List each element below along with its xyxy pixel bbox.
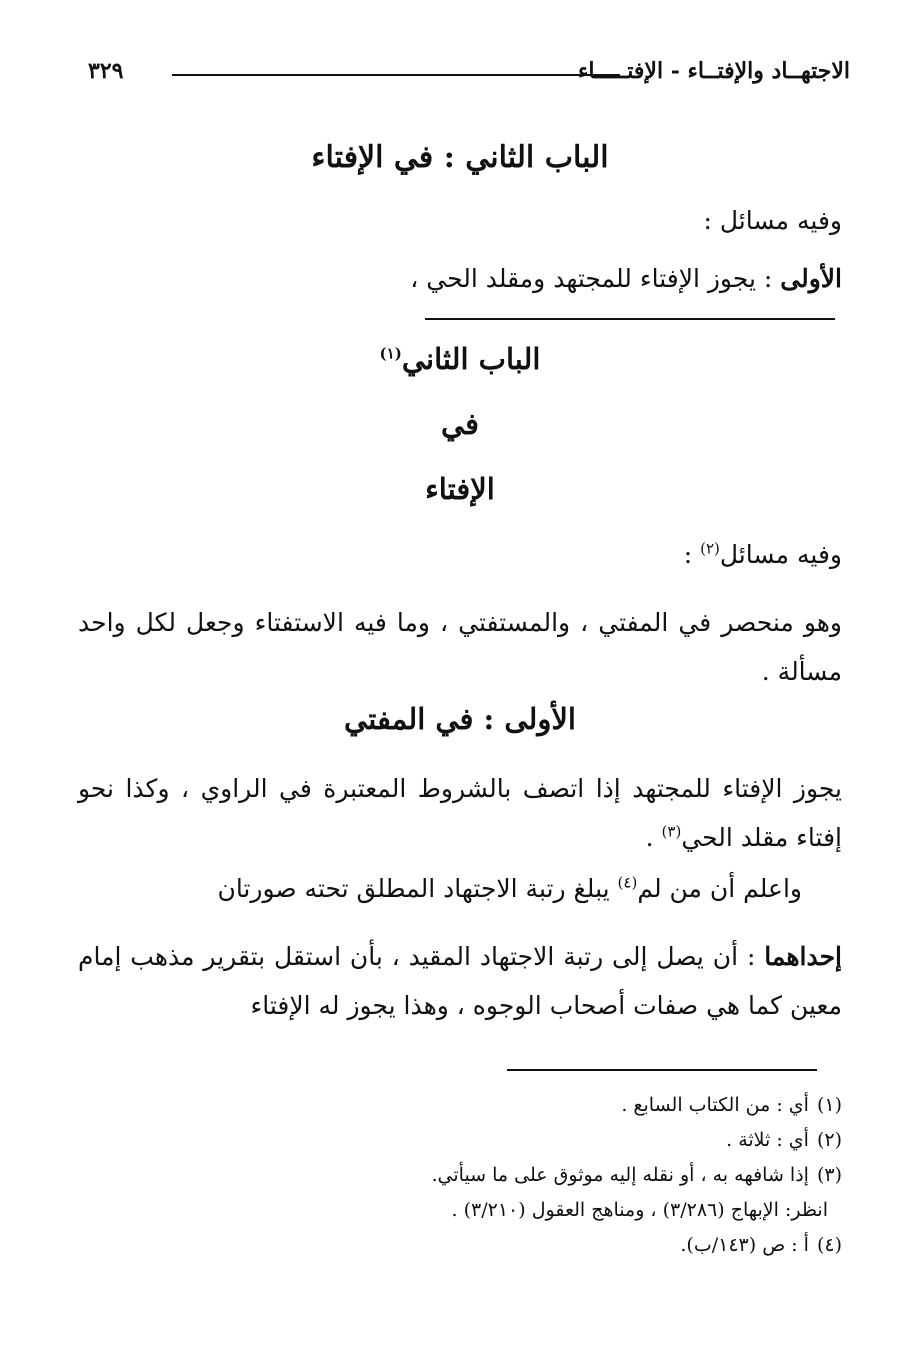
- quoted-first-issue-label: الأولى: [780, 264, 842, 293]
- footnote: [280, 1158, 842, 1193]
- quoted-issues-intro: وفيه مسائل :: [703, 206, 842, 235]
- paragraph-1-text: يجوز الإفتاء للمجتهد إذا اتصف بالشروط المعتبرة في الراوي ، وكذا نحو إفتاء مقلد الحي: [78, 774, 842, 852]
- footnotes: [280, 1088, 842, 1263]
- footnote-number: (١): [816, 1094, 842, 1116]
- commentary-heading-fi: في: [440, 407, 480, 441]
- header-rule: [172, 74, 620, 76]
- running-header: [88, 58, 850, 92]
- paragraph-3: [78, 932, 842, 1030]
- page-number: ٣٢٩: [88, 58, 124, 84]
- footnote-divider: [507, 1069, 817, 1071]
- footnote-text: أي : من الكتاب السابع .: [621, 1094, 809, 1116]
- footnote-text: أ : ص (١٤٣/ب).: [680, 1234, 809, 1256]
- footnote: [280, 1228, 842, 1263]
- footnote-number: (٢): [816, 1129, 842, 1151]
- paragraph-3-text: : أن يصل إلى رتبة الاجتهاد المقيد ، بأن استقل بتقرير مذهب إمام معين كما هي صفات أصحاب الوجوه ، وهذا يجوز له الإفتاء: [78, 942, 842, 1020]
- footnote-text: انظر: الإبهاج (٣/٢٨٦) ، ومناهج العقول (٣/٢١٠) .: [451, 1199, 828, 1221]
- commentary-heading-topic: الإفتاء: [425, 472, 495, 506]
- paragraph-2-end: يبلغ رتبة الاجتهاد المطلق تحته صورتان: [217, 874, 610, 903]
- paragraph-2-start: واعلم أن من لم: [637, 874, 802, 903]
- footnote-continuation: [280, 1193, 842, 1228]
- running-header-title: الاجتهــاد والإفتــاء - الإفتـــــاء: [577, 58, 850, 84]
- footnote: [280, 1088, 842, 1123]
- footnote-text: أي : ثلاثة .: [726, 1129, 809, 1151]
- commentary-issues-intro-colon: :: [683, 540, 693, 569]
- paragraph-1-end: .: [645, 823, 654, 852]
- footnote-ref-2: (٢): [700, 539, 720, 558]
- first-issue-heading: الأولى : في المفتي: [344, 702, 576, 736]
- section-divider: [425, 318, 835, 320]
- paragraph-2: [78, 874, 802, 903]
- footnote-number: (٣): [816, 1164, 842, 1186]
- quoted-first-issue-text: : يجوز الإفتاء للمجتهد ومقلد الحي ،: [410, 264, 773, 293]
- footnote-text: إذا شافهه به ، أو نقله إليه موثوق على ما سيأتي.: [431, 1164, 809, 1186]
- quoted-first-issue: [78, 264, 842, 293]
- footnote: [280, 1123, 842, 1158]
- commentary-issues-intro: [78, 540, 842, 569]
- commentary-chapter-heading: [78, 342, 842, 376]
- footnote-ref-1: (١): [379, 344, 402, 363]
- scope-paragraph: وهو منحصر في المفتي ، والمستفتي ، وما فيه الاستفتاء وجعل لكل واحد مسألة .: [78, 608, 842, 686]
- quoted-chapter-title: الباب الثاني : في الإفتاء: [311, 140, 609, 175]
- commentary-chapter-heading-text: الباب الثاني: [401, 342, 541, 376]
- paragraph-1: [78, 764, 842, 862]
- paragraph-3-lead: إحداهما: [764, 942, 842, 971]
- footnote-ref-4: (٤): [617, 873, 638, 892]
- footnote-ref-3: (٣): [661, 822, 682, 841]
- footnote-number: (٤): [816, 1234, 842, 1256]
- commentary-issues-intro-text: وفيه مسائل: [719, 540, 842, 569]
